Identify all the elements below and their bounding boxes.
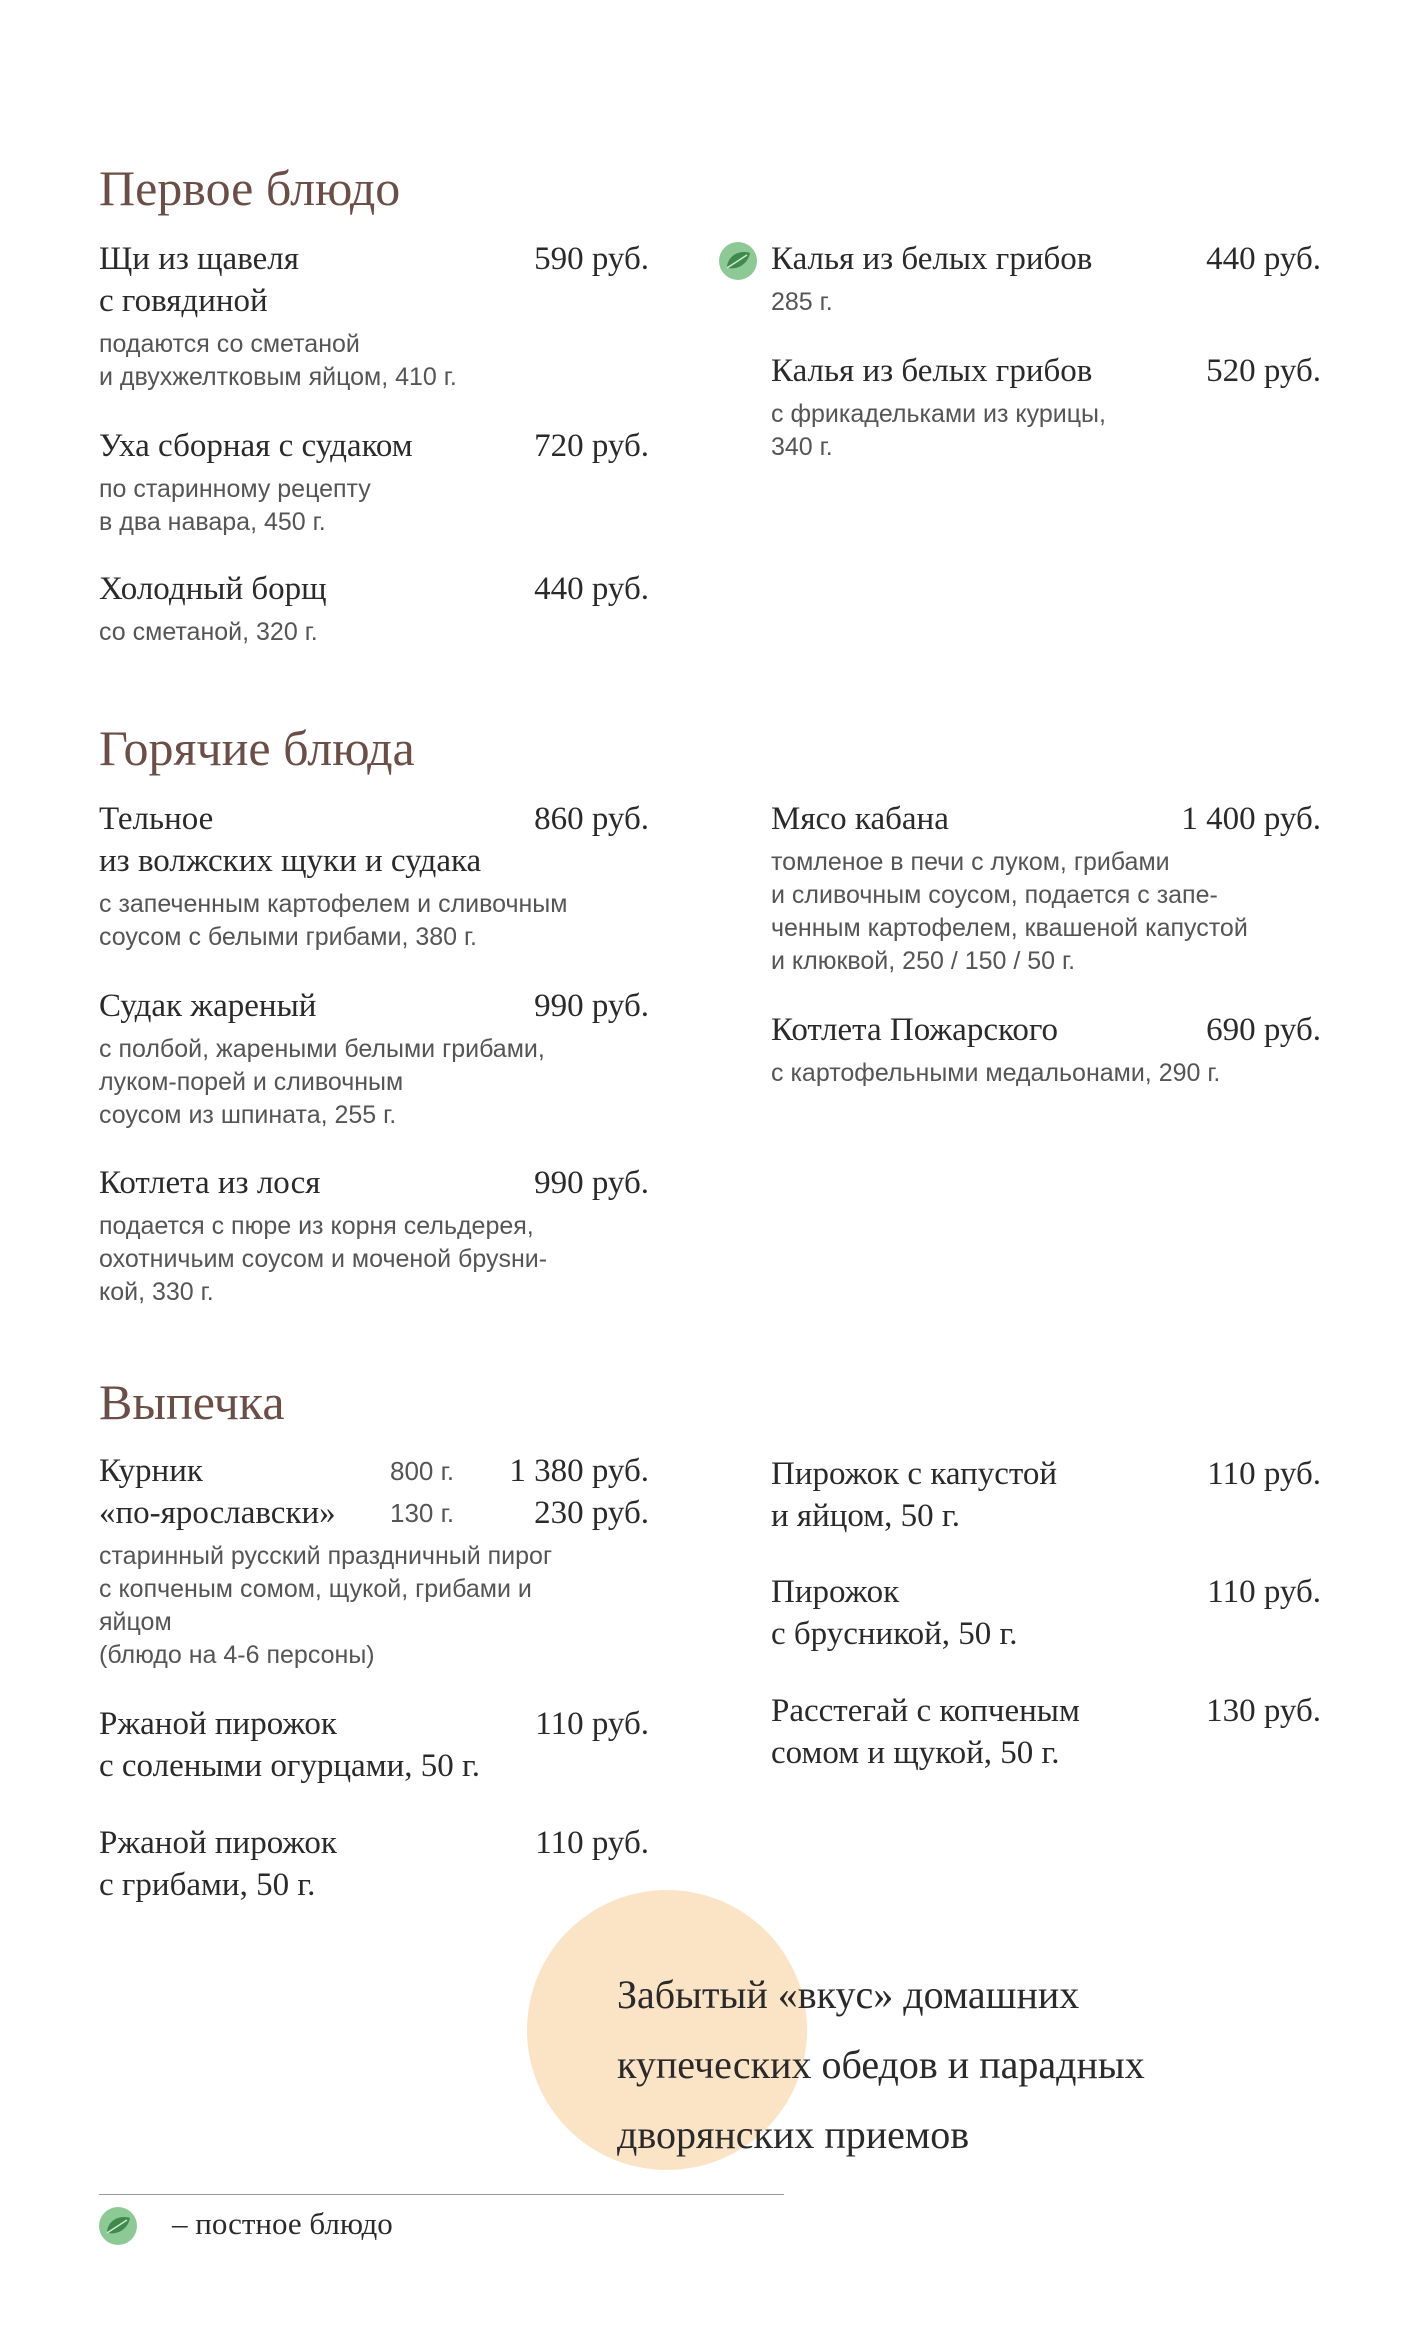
menu-item-pie-cabbage [771,1453,1321,1537]
leaf-icon [99,2207,137,2245]
item-name: Пирожок с капустой и яйцом, 50 г. [771,1456,1058,1534]
menu-item-ukha [99,425,649,539]
item-description: по старинному рецепту в два навара, 450 г. [99,475,371,536]
item-price: 110 руб. [1207,1456,1321,1492]
item-description: старинный русский праздничный пирог с копченым сомом, щукой, грибами и яйцом (блюдо на 4-6 персоны) [99,1542,553,1669]
item-price: 990 руб. [534,1165,649,1201]
item-price: 590 руб. [534,241,649,277]
menu-item-pozharsky [771,1009,1321,1090]
item-description: томленое в печи с луком, грибами и сливочным соусом, подается с запе- ченным картофелем, квашеной капустой и клюквой, 250 / 150 / 50 г. [771,848,1248,975]
section-title-pastry: Выпечка [99,1374,285,1430]
item-name: Курник «по-ярославски» [99,1453,336,1531]
item-description: подается с пюре из корня сельдерея, охотничьим соусом и моченой бруsни- кой, 330 г. [99,1212,548,1306]
item-price: 1 380 руб. [509,1453,649,1489]
menu-item-rye-pie-cucumber [99,1703,649,1787]
item-price: 860 руб. [534,801,649,837]
menu-item-kalya-chicken [771,350,1321,464]
menu-item-pie-lingonberry [771,1571,1321,1655]
item-description: с запеченным картофелем и сливочным соусом с белыми грибами, 380 г. [99,890,568,951]
item-price: 110 руб. [1207,1574,1321,1610]
item-weight: 800 г. [390,1456,455,1486]
lenten-legend: – постное блюдо [172,2206,393,2241]
menu-item-telnoe [99,798,649,954]
item-name: Калья из белых грибов [771,353,1093,389]
footer-divider [99,2194,784,2195]
item-name: Холодный борщ [99,571,327,607]
menu-item-rasstegai [771,1690,1321,1774]
item-name: Котлета из лося [99,1165,321,1201]
item-price: 110 руб. [535,1825,649,1861]
item-description: с фрикадельками из курицы, 340 г. [771,400,1106,461]
item-name: Мясо кабана [771,801,949,837]
menu-item-borsch [99,568,649,649]
menu-item-rye-pie-mushroom [99,1822,649,1906]
item-name: Уха сборная с судаком [99,428,413,464]
item-name: Судак жареный [99,988,317,1024]
item-description: подаются со сметаной и двухжелтковым яйцом, 410 г. [99,330,457,391]
section-title-hot: Горячие блюда [99,720,415,776]
menu-item-shchi [99,238,649,394]
item-price: 130 руб. [1206,1693,1321,1729]
item-price: 720 руб. [534,428,649,464]
item-price: 690 руб. [1206,1012,1321,1048]
tagline: Забытый «вкус» домашних купеческих обедов и парадных дворянских приемов [617,1972,1145,2157]
menu-item-boar [771,798,1321,978]
item-price: 1 400 руб. [1181,801,1321,837]
item-price: 520 руб. [1206,353,1321,389]
menu-item-sudak [99,985,649,1132]
item-name: Щи из щавеля с говядиной [99,241,299,319]
item-price: 440 руб. [534,571,649,607]
menu-item-kalya-mushroom [771,238,1321,319]
item-name: Пирожок с брусникой, 50 г. [771,1574,1018,1652]
item-description: со сметаной, 320 г. [99,618,318,646]
item-price: 110 руб. [535,1706,649,1742]
item-price: 230 руб. [534,1495,649,1531]
item-description: с полбой, жареными белыми грибами, луком-порей и сливочным соусом из шпината, 255 г. [99,1035,545,1129]
item-weight: 130 г. [390,1498,455,1528]
item-price: 990 руб. [534,988,649,1024]
leaf-icon [719,242,757,280]
item-name: Расстегай с копченым сомом и щукой, 50 г. [771,1693,1080,1771]
item-name: Ржаной пирожок с солеными огурцами, 50 г. [99,1706,481,1784]
item-description: 285 г. [771,288,833,316]
menu-item-elk-cutlet [99,1162,649,1309]
item-name: Котлета Пожарского [771,1012,1059,1048]
item-price: 440 руб. [1206,241,1321,277]
menu-item-kurnik [99,1450,649,1672]
item-name: Калья из белых грибов [771,241,1093,277]
item-name: Ржаной пирожок с грибами, 50 г. [99,1825,337,1903]
item-description: с картофельными медальонами, 290 г. [771,1059,1221,1087]
item-name: Тельное из волжских щуки и судака [99,801,482,879]
section-title-soups: Первое блюдо [99,160,401,216]
